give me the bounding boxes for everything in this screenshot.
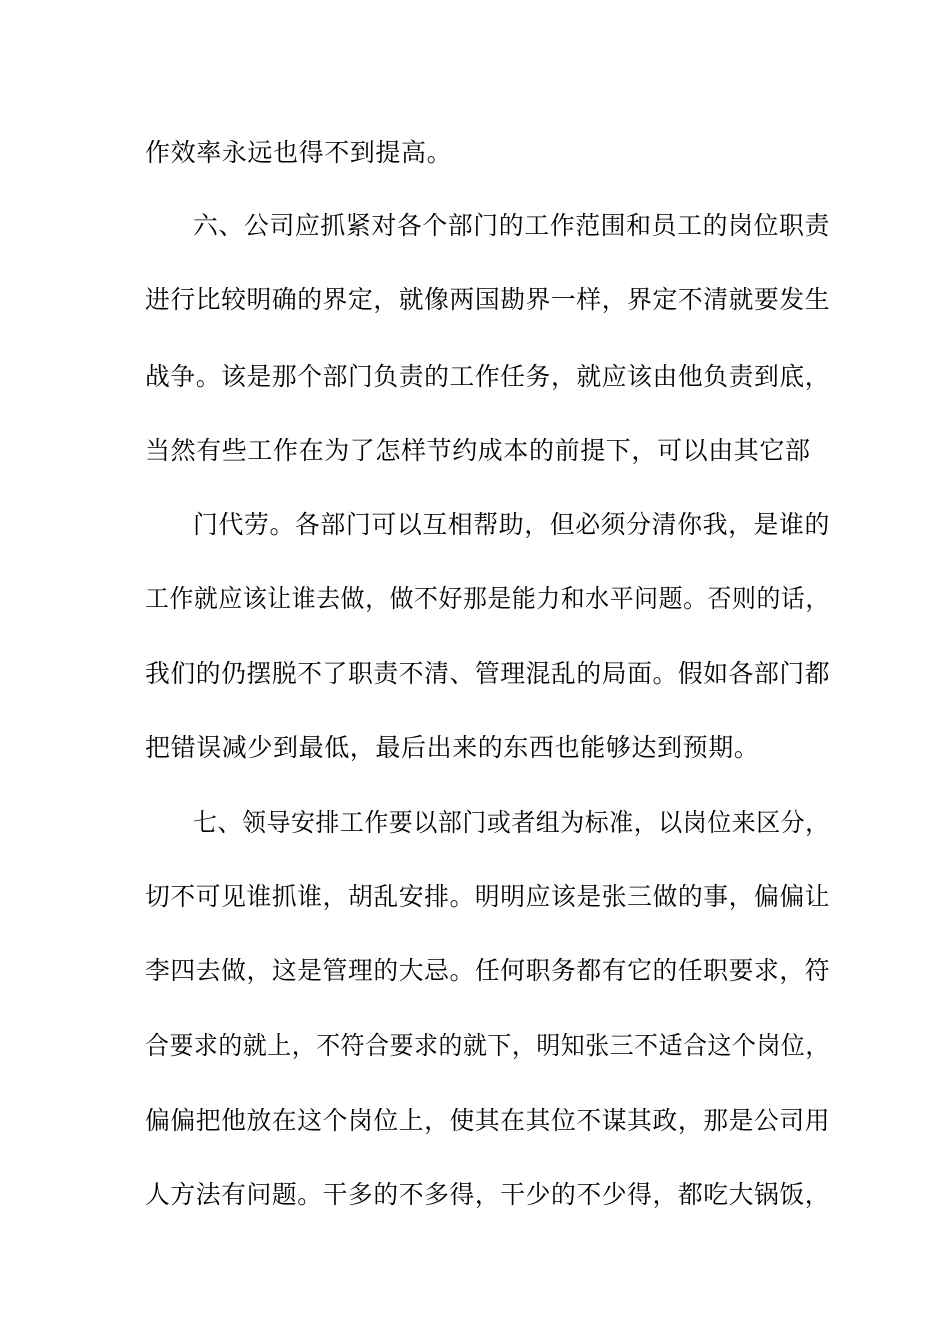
text-line-2: 六、公司应抓紧对各个部门的工作范围和员工的岗位职责 (193, 211, 831, 240)
text-line-1: 作效率永远也得不到提高。 (145, 138, 453, 167)
text-line-10: 七、领导安排工作要以部门或者组为标准，以岗位来区分， (193, 808, 830, 837)
text-line-15: 人方法有问题。干多的不多得，干少的不少得，都吃大锅饭， (145, 1180, 831, 1209)
text-line-7: 工作就应该让谁去做，做不好那是能力和水平问题。否则的话， (145, 584, 830, 613)
text-line-11: 切不可见谁抓谁，胡乱安排。明明应该是张三做的事，偏偏让 (145, 882, 831, 911)
text-line-5: 当然有些工作在为了怎样节约成本的前提下，可以由其它部 (145, 436, 811, 465)
text-line-6: 门代劳。各部门可以互相帮助，但必须分清你我，是谁的 (193, 510, 831, 539)
text-line-9: 把错误减少到最低，最后出来的东西也能够达到预期。 (145, 733, 760, 762)
text-line-12: 李四去做，这是管理的大忌。任何职务都有它的任职要求，符 (145, 956, 831, 985)
text-line-3: 进行比较明确的界定，就像两国勘界一样，界定不清就要发生 (145, 285, 831, 314)
text-line-14: 偏偏把他放在这个岗位上，使其在其位不谋其政，那是公司用 (145, 1106, 831, 1135)
text-line-4: 战争。该是那个部门负责的工作任务，就应该由他负责到底， (145, 362, 831, 391)
text-line-13: 合要求的就上，不符合要求的就下，明知张三不适合这个岗位， (145, 1031, 830, 1060)
text-line-8: 我们的仍摆脱不了职责不清、管理混乱的局面。假如各部门都 (145, 659, 831, 688)
